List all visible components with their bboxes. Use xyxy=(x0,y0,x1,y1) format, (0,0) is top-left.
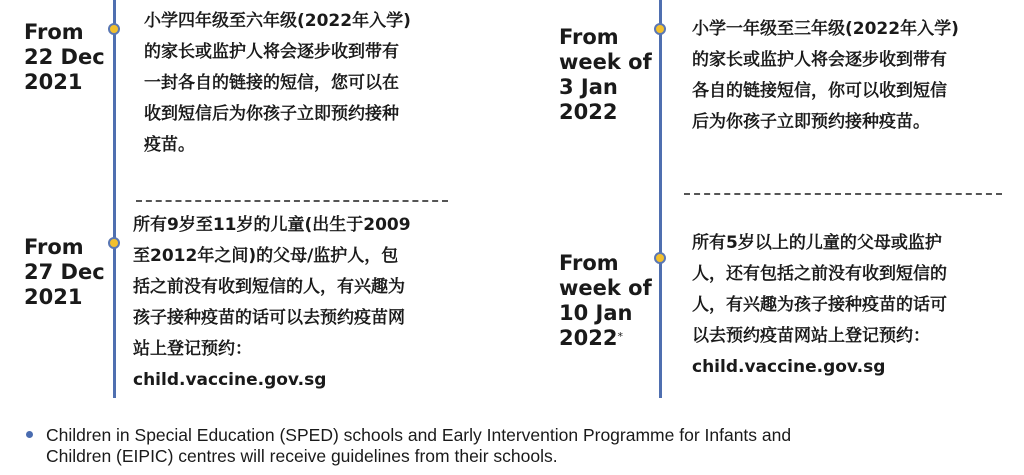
timeline-dot-icon xyxy=(654,23,666,35)
text-line: 收到短信后为你孩子立即预约接种 xyxy=(144,104,399,124)
phase1-text xyxy=(144,6,411,161)
timeline-line-left xyxy=(113,0,116,398)
date-week-of-3-jan-2022 xyxy=(559,25,652,125)
date-line: 27 Dec xyxy=(24,260,105,284)
timeline-dot-icon xyxy=(654,252,666,264)
date-line: From xyxy=(24,235,84,259)
text-line: 的家长或监护人将会逐步收到带有 xyxy=(692,50,947,70)
date-line: From xyxy=(559,25,619,49)
footnote-line: Children in Special Education (SPED) schools and Early Intervention Programme for Infants and xyxy=(46,425,792,445)
timeline-dot-icon xyxy=(108,23,120,35)
phase4-text xyxy=(692,228,947,383)
phase2-text xyxy=(133,210,411,396)
text-line: 疫苗。 xyxy=(144,135,195,155)
timeline-line-right xyxy=(659,0,662,398)
text-line: 人，还有包括之前没有收到短信的 xyxy=(692,264,947,284)
date-line xyxy=(559,326,652,351)
footnote-text xyxy=(46,425,1011,467)
date-line: week of xyxy=(559,276,652,300)
date-27-dec-2021 xyxy=(24,235,105,310)
date-line: 10 Jan xyxy=(559,301,633,325)
timeline-dot-icon xyxy=(108,237,120,249)
text-line: 的家长或监护人将会逐步收到带有 xyxy=(144,42,399,62)
divider-dashed xyxy=(136,200,448,202)
vaccine-website-link[interactable]: child.vaccine.gov.sg xyxy=(133,370,327,390)
date-line: 3 Jan xyxy=(559,75,618,99)
asterisk-marker: * xyxy=(617,330,623,343)
date-line: 2022 xyxy=(559,100,618,124)
text-line: 括之前没有收到短信的人，有兴趣为 xyxy=(133,277,405,297)
date-line: 22 Dec xyxy=(24,45,105,69)
date-line: From xyxy=(559,251,619,275)
phase3-text xyxy=(692,14,959,138)
text-line: 站上登记预约： xyxy=(133,339,252,359)
date-line: 2021 xyxy=(24,70,83,94)
text-line: 以去预约疫苗网站上登记预约： xyxy=(692,326,930,346)
date-week-of-10-jan-2022 xyxy=(559,251,652,351)
text-line: 各自的链接短信，你可以收到短信 xyxy=(692,81,947,101)
text-line: 小学四年级至六年级(2022年入学) xyxy=(144,11,411,31)
text-line: 一封各自的链接的短信，您可以在 xyxy=(144,73,399,93)
date-line: week of xyxy=(559,50,652,74)
vaccine-website-link[interactable]: child.vaccine.gov.sg xyxy=(692,357,886,377)
footnote-line: Children (EIPIC) centres will receive guidelines from their schools. xyxy=(46,446,558,466)
bullet-icon xyxy=(26,431,33,438)
date-22-dec-2021 xyxy=(24,20,105,95)
divider-dashed xyxy=(684,193,1002,195)
text-line: 孩子接种疫苗的话可以去预约疫苗网 xyxy=(133,308,405,328)
date-line: From xyxy=(24,20,84,44)
date-line: 2021 xyxy=(24,285,83,309)
text-line: 小学一年级至三年级(2022年入学) xyxy=(692,19,959,39)
text-line: 所有5岁以上的儿童的父母或监护 xyxy=(692,233,942,253)
text-line: 至2012年之间)的父母/监护人，包 xyxy=(133,246,399,266)
text-line: 人，有兴趣为孩子接种疫苗的话可 xyxy=(692,295,947,315)
date-year: 2022 xyxy=(559,326,618,350)
text-line: 所有9岁至11岁的儿童(出生于2009 xyxy=(133,215,411,235)
text-line: 后为你孩子立即预约接种疫苗。 xyxy=(692,112,930,132)
